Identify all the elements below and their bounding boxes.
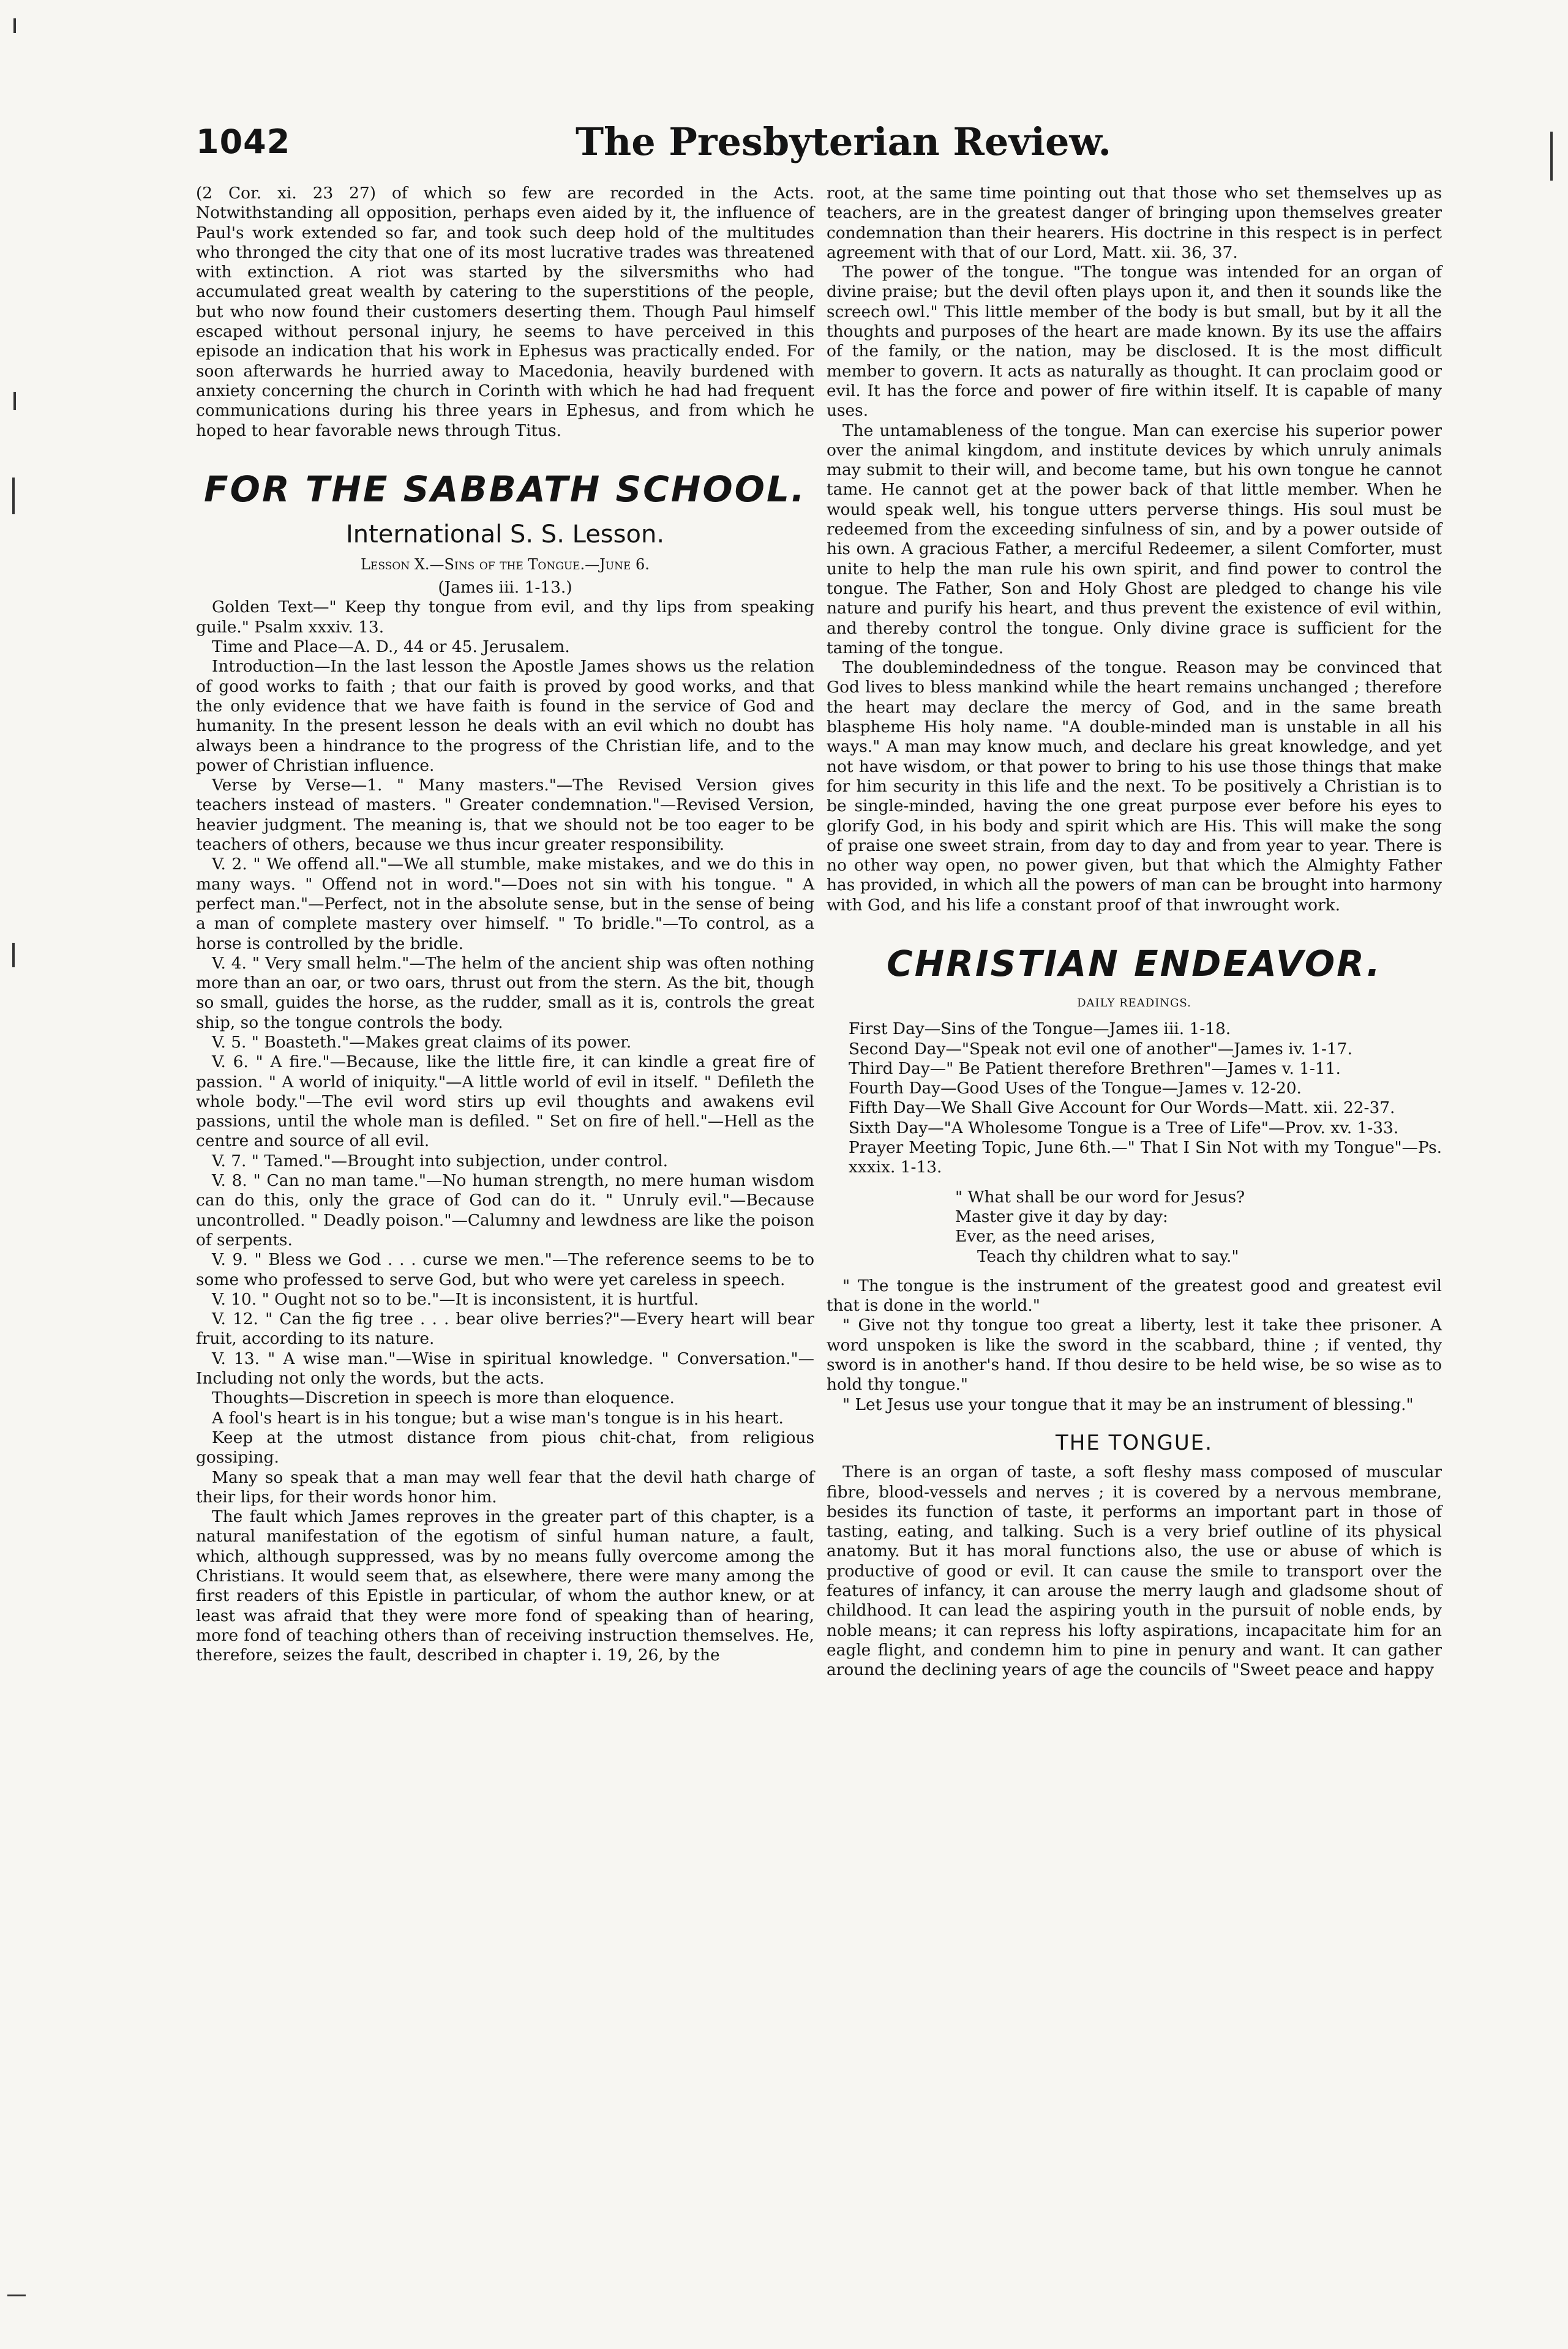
daily-reading: Fifth Day—We Shall Give Account for Our Words—Matt. xii. 22-37. — [849, 1098, 1395, 1118]
daily-readings-label: DAILY READINGS. — [1077, 996, 1191, 1010]
verse-note: V. 8. " Can no man tame."—No human strength, no mere human wisdom can do this, only the grace of God can do it. " Unruly evil."—Because uncontrolled. " Deadly poison."—Calumny and lewdness are like the poison of serpents. — [196, 1171, 814, 1249]
continuation-paragraph: root, at the same time pointing out that those who set themselves up as teachers, are in the greatest danger of bringing upon themselves greater condemnation than their hearers. His doctrine in this respect is in perfect agreement with that of our Lord, Matt. xii. 36, 37. — [827, 184, 1442, 262]
poem-line: Teach thy children what to say." — [977, 1246, 1239, 1266]
thought: The fault which James reproves in the greater part of this chapter, is a natural manifestation of the egotism of sinful human nature, a fault, which, although suppressed, was by no means fully overcome among the Christians. It would seem that, as elsewhere, there were many among the first readers of this Epistle in particular, of whom the author knew, or at least was afraid that they were more fond of speaking than of hearing, more fond of teaching others than of receiving instruction themselves. He, therefore, seizes the fault, described in chapter i. 19, 26, by the — [196, 1507, 814, 1665]
lesson-subtitle: International S. S. Lesson. — [345, 520, 665, 549]
tongue-paragraph: There is an organ of taste, a soft fleshy mass composed of muscular fibre, blood-vessels and nerves ; it is covered by a nervous membrane, besides its function of taste, it performs an important part in those of tasting, eating, and talking. Such is a very brief outline of its physical anatomy. But it has moral functions also, the use or abuse of which is productive of good or evil. It can cause the smile to transport over the features of infancy, it can arouse the merry laugh and gladsome shout of childhood. It can lead the aspiring youth in the pursuit of noble ends, by noble means; it can repress his lofty aspirations, incapacitate him for an eagle flight, and condemn him to pine in penury and want. It can gather around the declining years of age the councils of "Sweet peace and happy — [827, 1463, 1442, 1680]
right-column — [827, 184, 1442, 1680]
page-header — [196, 119, 1457, 174]
quote: " Let Jesus use your tongue that it may be an instrument of blessing." — [842, 1395, 1414, 1414]
margin-mark — [1550, 132, 1553, 181]
daily-reading: Sixth Day—"A Wholesome Tongue is a Tree of Life"—Prov. xv. 1-33. — [849, 1118, 1399, 1137]
verse-note: V. 12. " Can the fig tree . . . bear olive berries?"—Every heart will bear fruit, according to its nature. — [196, 1309, 814, 1349]
verse-note: V. 7. " Tamed."—Brought into subjection, under control. — [212, 1151, 668, 1171]
poem-line: " What shall be our word for Jesus? — [955, 1187, 1245, 1207]
page-number: 1042 — [196, 122, 291, 161]
quote: " The tongue is the instrument of the greatest good and greatest evil that is done in the world." — [827, 1276, 1442, 1316]
margin-mark — [7, 2295, 26, 2296]
the-tongue-heading: THE TONGUE. — [1055, 1430, 1214, 1455]
margin-mark — [12, 943, 15, 967]
introduction: Introduction—In the last lesson the Apostle James shows us the relation of good works to faith ; that our faith is proved by good works, and that the only evidence that we have faith is found in the service of God and humanity. In the present lesson he deals with an evil which no doubt has always been a hindrance to the progress of the Christian life, and to the power of Christian influence. — [196, 657, 814, 775]
lesson-line: Lesson X.—Sins of the Tongue.—June 6. — [361, 555, 650, 573]
sabbath-school-heading: FOR THE SABBATH SCHOOL. — [204, 468, 806, 510]
golden-text: Golden Text—" Keep thy tongue from evil, and thy lips from speaking guile." Psalm xxxiv. 13. — [196, 598, 814, 637]
daily-reading: Fourth Day—Good Uses of the Tongue—James v. 12-20. — [849, 1079, 1302, 1098]
poem-line: Ever, as the need arises, — [955, 1227, 1155, 1246]
margin-mark — [13, 18, 16, 33]
quote: " Give not thy tongue too great a liberty, lest it take thee prisoner. A word unspoken is like the sword in the scabbard, thine ; if vented, thy sword is in another's hand. If thou desire to be held wise, be so wise as to hold thy tongue." — [827, 1316, 1442, 1395]
body-paragraph: The doublemindedness of the tongue. Reason may be convinced that God lives to bless mankind while the heart remains unchanged ; therefore the heart may declare the mercy of God, and in the same breath blaspheme His holy name. "A double-minded man is unstable in all his ways." A man may know much, and declare his great knowledge, and yet not have wisdom, or that power to bring to his use those things that make for him security in this life and the next. To be positively a Christian is to be single-minded, having the one great purpose ever before his eyes to glorify God, in his body and spirit which are His. This will make the song of praise one sweet strain, from day to day and from year to year. There is no other way open, no power given, but that which the Almighty Father has provided, in which all the powers of man can be brought into harmony with God, and his life a constant proof of that inwrought work. — [827, 658, 1442, 915]
verse-note: V. 4. " Very small helm."—The helm of the ancient ship was often nothing more than an oar, or two oars, thrust out from the stern. As the bit, though so small, guides the horse, as the rudder, small as it is, controls the great ship, so the tongue controls the body. — [196, 953, 814, 1032]
poem-line: Master give it day by day: — [955, 1207, 1168, 1226]
christian-endeavor-heading: CHRISTIAN ENDEAVOR. — [887, 942, 1382, 984]
thought: Thoughts—Discretion in speech is more than eloquence. — [212, 1388, 675, 1408]
thought: A fool's heart is in his tongue; but a wise man's tongue is in his heart. — [212, 1408, 784, 1428]
body-paragraph: The untamableness of the tongue. Man can exercise his superior power over the animal kingdom, and institute devices by which unruly animals may submit to their will, and become tame, but his own tongue he cannot tame. He cannot get at the power back of that little member. When he would speak well, his tongue utters perverse things. His soul must be redeemed from the exceeding sinfulness of sin, and by a power outside of his own. A gracious Father, a merciful Redeemer, a silent Comforter, must unite to help the man rule his own spirit, and find power to control the tongue. The Father, Son and Holy Ghost are pledged to change his vile nature and purify his heart, and thus prevent the existence of evil within, and thereby control the tongue. Only divine grace is sufficient for the taming of the tongue. — [827, 421, 1442, 657]
verse-note: V. 6. " A fire."—Because, like the little fire, it can kindle a great fire of passion. " A world of iniquity."—A little world of evil in itself. " Defileth the whole body."—The evil word stirs up evil thoughts and awakens evil passions, until the whole man is defiled. " Set on fire of hell."—Hell as the centre and source of all evil. — [196, 1052, 814, 1151]
journal-title: The Presbyterian Review. — [576, 119, 1112, 164]
thought: Keep at the utmost distance from pious chit-chat, from religious gossiping. — [196, 1428, 814, 1467]
thought: Many so speak that a man may well fear that the devil hath charge of their lips, for their words honor him. — [196, 1467, 814, 1507]
body-paragraph: The power of the tongue. "The tongue was intended for an organ of divine praise; but the devil often plays upon it, and then it sounds like the screech owl." This little member of the body is but small, but by it all the thoughts and purposes of the heart are made known. By its use the affairs of the family, or the nation, may be disclosed. It is the most difficult member to govern. It acts as naturally as thought. It can proclaim good or evil. It has the force and power of fire within itself. It is capable of many uses. — [827, 263, 1442, 421]
verse-note: V. 13. " A wise man."—Wise in spiritual knowledge. " Conversation."—Including not only the words, but the acts. — [196, 1349, 814, 1388]
daily-reading: Third Day—" Be Patient therefore Brethren"—James v. 1-11. — [849, 1058, 1341, 1078]
scripture-reference: (James iii. 1-13.) — [438, 578, 572, 598]
intro-paragraph: (2 Cor. xi. 23 27) of which so few are recorded in the Acts. Notwithstanding all opposition, perhaps even aided by it, the influence of Paul's work extended so far, and took such deep hold of the multitudes who thronged the city that one of its most lucrative trades was threatened with extinction. A riot was started by the silversmiths who had accumulated great wealth by catering to the superstitions of the people, but who now found their customers deserting them. Though Paul himself escaped without personal injury, he seems to have perceived in this episode an indication that his work in Ephesus was practically ended. For soon afterwards he hurried away to Macedonia, heavily burdened with anxiety concerning the church in Corinth with which he had had frequent communications during his three years in Ephesus, and from which he hoped to hear favorable news through Titus. — [196, 184, 814, 440]
poem — [827, 1188, 1442, 1267]
left-column — [196, 184, 814, 1665]
daily-reading: First Day—Sins of the Tongue—James iii. 1-18. — [849, 1019, 1231, 1039]
verse-note: V. 9. " Bless we God . . . curse we men."—The reference seems to be to some who professed to serve God, but who were yet careless in speech. — [196, 1250, 814, 1289]
margin-mark — [13, 392, 16, 410]
verse-note: V. 10. " Ought not so to be."—It is inconsistent, it is hurtful. — [212, 1289, 699, 1309]
prayer-meeting-topic: Prayer Meeting Topic, June 6th.—" That I Sin Not with my Tongue"—Ps. xxxix. 1-13. — [849, 1138, 1442, 1177]
verse-note: V. 5. " Boasteth."—Makes great claims of its power. — [212, 1032, 632, 1052]
daily-reading: Second Day—"Speak not evil one of another"—James iv. 1-17. — [849, 1039, 1352, 1058]
margin-mark — [12, 478, 15, 514]
verse-note: V. 2. " We offend all."—We all stumble, make mistakes, and we do this in many ways. " Offend not in word."—Does not sin with his tongue. " A perfect man."—Perfect, not in the absolute sense, but in the sense of being a man of complete mastery over himself. " To bridle."—To control, as a horse is controlled by the bridle. — [196, 855, 814, 953]
verse-note: Verse by Verse—1. " Many masters."—The Revised Version gives teachers instead of masters. " Greater condemnation."—Revised Version, heavier judgment. The meaning is, that we should not be too eager to be teachers of others, because we thus incur greater responsibility. — [196, 776, 814, 855]
time-place: Time and Place—A. D., 44 or 45. Jerusalem. — [212, 637, 570, 657]
